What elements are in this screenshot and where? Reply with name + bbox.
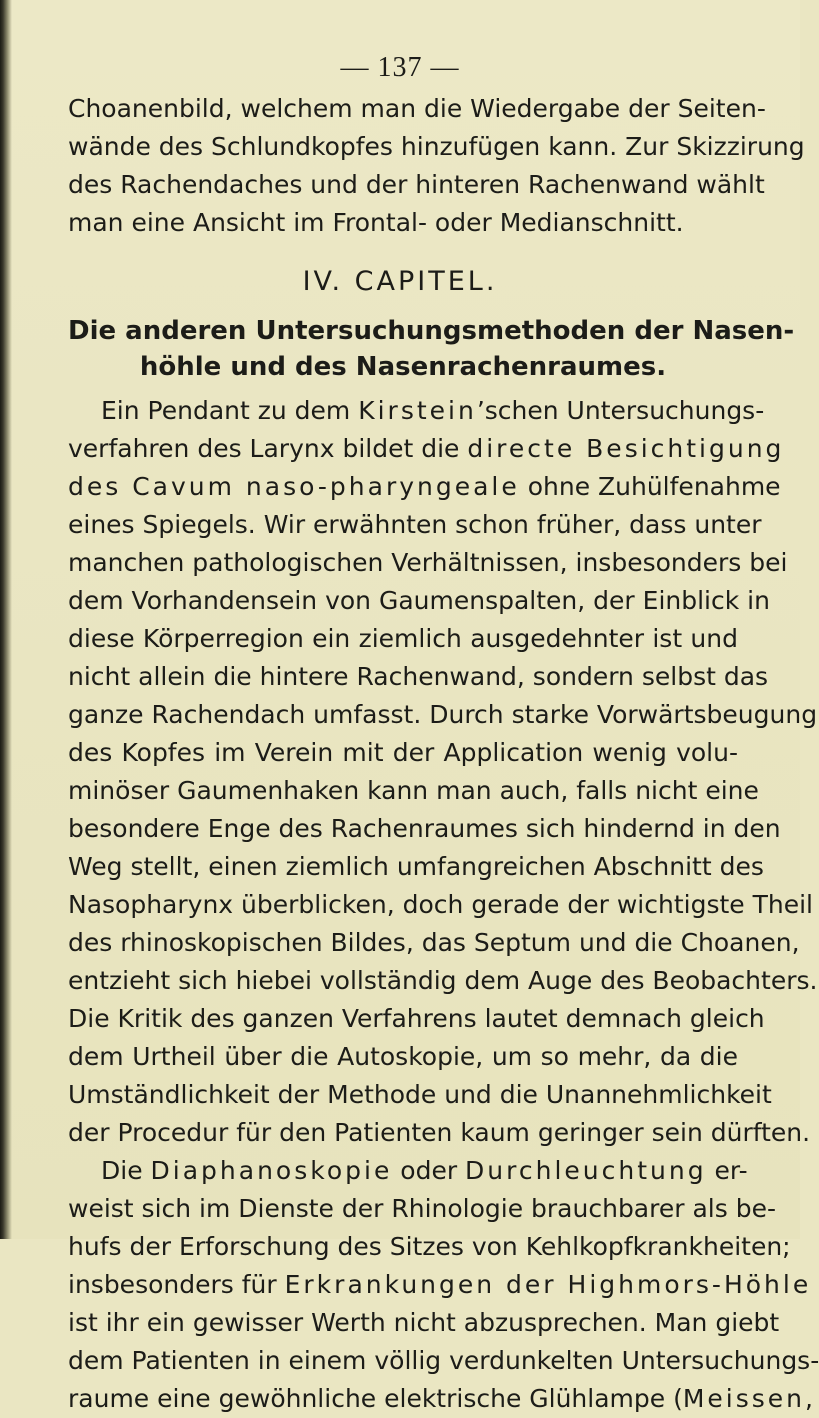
text-run: minöser Gaumenhaken kann man auch, falls nicht eine xyxy=(68,776,759,805)
text-run: dem Vorhandensein von Gaumenspalten, der Einblick in xyxy=(68,586,770,615)
text-run: eines Spiegels. Wir erwähnten schon früher, dass unter xyxy=(68,510,762,539)
text-line xyxy=(68,772,759,810)
text-run: besondere Enge des Rachenraumes sich hindernd in den xyxy=(68,814,781,843)
emphasized-text: Kirstein xyxy=(358,396,477,425)
text-run: des Kopfes im Verein mit der Application wenig volu- xyxy=(68,738,738,767)
text-line xyxy=(68,962,818,1000)
text-line xyxy=(68,392,765,430)
text-line xyxy=(68,1228,791,1266)
text-run: Ein Pendant zu dem xyxy=(101,396,359,425)
text-line xyxy=(68,1076,772,1114)
emphasized-text: Durchleuchtung xyxy=(465,1156,707,1185)
text-run: ohne Zuhülfenahme xyxy=(519,472,781,501)
book-spine-shadow xyxy=(0,0,12,1239)
text-run: raume eine gewöhnliche elektrische Glühlampe ( xyxy=(68,1384,683,1413)
emphasized-text: Diaphanoskopie xyxy=(150,1156,393,1185)
text-line: man eine Ansicht im Frontal- oder Medianschnitt. xyxy=(68,208,684,237)
text-run: , xyxy=(805,1384,813,1413)
text-run: hufs der Erforschung des Sitzes von Kehlkopfkrankheiten; xyxy=(68,1232,791,1261)
text-run: ganze Rachendach umfasst. Durch starke Vorwärtsbeugung xyxy=(68,700,818,729)
text-line: Choanenbild, welchem man die Wiedergabe der Seiten- xyxy=(68,94,766,123)
text-line xyxy=(68,886,813,924)
text-line xyxy=(68,734,738,772)
text-line xyxy=(68,544,788,582)
text-line xyxy=(68,924,800,962)
text-line xyxy=(68,582,770,620)
text-line xyxy=(68,658,769,696)
text-run: er- xyxy=(706,1156,748,1185)
text-line xyxy=(68,1038,738,1076)
text-run: Umständlichkeit der Methode und die Unannehmlichkeit xyxy=(68,1080,772,1109)
text-line xyxy=(68,1266,812,1304)
text-run: diese Körperregion ein ziemlich ausgedehnter ist und xyxy=(68,624,738,653)
text-line xyxy=(68,1152,748,1190)
text-run: weist sich im Dienste der Rhinologie brauchbarer als be- xyxy=(68,1194,776,1223)
text-run: ’schen Untersuchungs- xyxy=(476,396,765,425)
emphasized-text: Meissen xyxy=(682,1384,806,1413)
text-run: Die xyxy=(101,1156,151,1185)
emphasized-text: des Cavum naso-pharyngeale xyxy=(68,472,520,501)
text-line xyxy=(68,1190,776,1228)
heading-line: höhle und des Nasenrachenraumes. xyxy=(139,352,667,382)
section-heading xyxy=(68,313,795,385)
text-run: dem Patienten in einem völlig verdunkelten Untersuchungs- xyxy=(68,1346,819,1375)
text-line xyxy=(68,506,762,544)
text-line xyxy=(68,810,781,848)
text-run: manchen pathologischen Verhältnissen, insbesonders bei xyxy=(68,548,788,577)
intro-paragraph xyxy=(68,90,805,242)
text-line xyxy=(68,620,738,658)
text-line xyxy=(68,1342,819,1380)
text-line xyxy=(68,696,818,734)
text-line xyxy=(68,1000,765,1038)
text-line: des Rachendaches und der hinteren Rachenwand wählt xyxy=(68,170,765,199)
text-run: der Procedur für den Patienten kaum geringer sein dürften. xyxy=(68,1118,811,1147)
text-line xyxy=(68,468,781,506)
text-line xyxy=(68,430,785,468)
chapter-title: IV. CAPITEL. xyxy=(302,266,498,297)
emphasized-text: directe Besichtigung xyxy=(467,434,785,463)
text-run: Nasopharynx überblicken, doch gerade der wichtigste Theil xyxy=(68,890,813,919)
text-run: dem Urtheil über die Autoskopie, um so mehr, da die xyxy=(68,1042,738,1071)
text-run: verfahren des Larynx bildet die xyxy=(68,434,468,463)
text-line xyxy=(68,848,764,886)
text-line xyxy=(68,1380,813,1418)
emphasized-text: Erkrankungen der Highmors-Höhle xyxy=(284,1270,812,1299)
text-run: insbesonders für xyxy=(68,1270,285,1299)
text-line xyxy=(68,1304,780,1342)
text-line xyxy=(68,1114,811,1152)
text-run: oder xyxy=(392,1156,466,1185)
text-run: Die Kritik des ganzen Verfahrens lautet demnach gleich xyxy=(68,1004,765,1033)
text-run: Weg stellt, einen ziemlich umfangreichen Abschnitt des xyxy=(68,852,764,881)
text-line: wände des Schlundkopfes hinzufügen kann. Zur Skizzirung xyxy=(68,132,805,161)
text-run: des rhinoskopischen Bildes, das Septum und die Choanen, xyxy=(68,928,800,957)
heading-line: Die anderen Untersuchungsmethoden der Nasen- xyxy=(68,316,795,346)
text-run: nicht allein die hintere Rachenwand, sondern selbst das xyxy=(68,662,769,691)
text-run: entzieht sich hiebei vollständig dem Auge des Beobachters. xyxy=(68,966,818,995)
page-number: — 137 — xyxy=(340,52,460,83)
main-paragraph xyxy=(68,392,819,1418)
text-run: ist ihr ein gewisser Werth nicht abzusprechen. Man giebt xyxy=(68,1308,780,1337)
